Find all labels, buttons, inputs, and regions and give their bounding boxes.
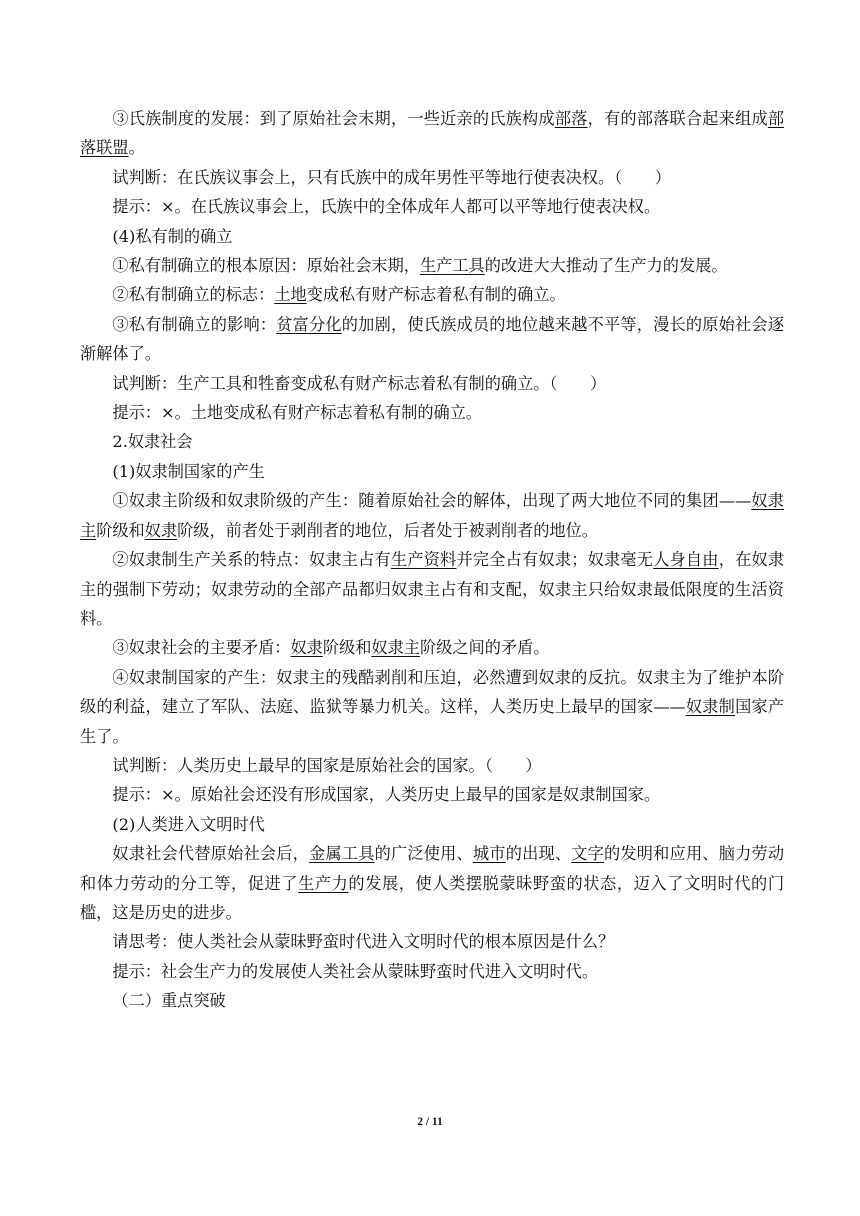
- text-run: ③氏族制度的发展：到了原始社会末期，一些近亲的氏族构成: [112, 109, 555, 128]
- text-run: 的改进大大推动了生产力的发展。: [484, 256, 728, 276]
- paragraph-private-sign: [80, 280, 784, 309]
- text-run: 试判断：人类历史上最早的国家是原始社会的国家。（: [112, 755, 493, 775]
- underlined-answer: 城市: [472, 844, 506, 864]
- text-run: 的发展，使人类摆脱蒙昧野蛮的状态，迈入了文明时代的门槛，这是历史的进步。: [80, 873, 785, 922]
- paragraph-judge-2: [80, 369, 784, 398]
- text-run: 试判断：在氏族议事会上，只有氏族中的成年男性平等地行使表决权。（: [112, 167, 623, 187]
- paragraph-slave-contradiction: [80, 633, 784, 662]
- text-run: 阶级和: [96, 520, 145, 540]
- paragraph-judge-3: [80, 751, 784, 780]
- text-run: 的出现、: [505, 844, 572, 864]
- text-run: 请思考：使人类社会从蒙昧野蛮时代进入文明时代的根本原因是什么？: [112, 932, 615, 952]
- text-run: ）: [525, 755, 542, 775]
- text-run: 试判断：生产工具和牲畜变成私有财产标志着私有制的确立。（: [112, 373, 558, 393]
- paragraph-hint-4: [80, 957, 784, 986]
- paragraph-heading-civilization: [80, 810, 784, 839]
- paragraph-private-root-cause: [80, 251, 784, 280]
- underlined-answer: 部落联盟: [80, 109, 785, 158]
- text-run: 提示：×。在氏族议事会上，氏族中的全体成年人都可以平等地行使表决权。: [112, 197, 661, 217]
- paragraph-hint-1: [80, 192, 784, 221]
- underlined-answer: 生产力: [298, 873, 349, 893]
- text-run: ②私有制确立的标志：: [112, 285, 275, 305]
- page-number: 2 / 11: [417, 1116, 443, 1128]
- paragraph-heading-private-ownership: [80, 222, 784, 251]
- text-run: 的广泛使用、: [374, 844, 473, 864]
- text-run: 。: [128, 138, 145, 158]
- text-run: ②奴隶制生产关系的特点：奴隶主占有: [112, 550, 391, 570]
- paragraph-heading-slave-state: [80, 457, 784, 486]
- underlined-answer: 文字: [571, 844, 605, 864]
- text-run: （二）重点突破: [112, 991, 226, 1011]
- text-run: 阶级和: [322, 638, 372, 658]
- text-run: (1)奴隶制国家的产生: [112, 461, 265, 481]
- underlined-answer: 奴隶主: [371, 638, 420, 658]
- text-run: ）: [589, 373, 607, 393]
- paragraph-clan-development: [80, 104, 784, 163]
- underlined-answer: 生产工具: [419, 256, 485, 276]
- text-run: 2.奴隶社会: [112, 432, 193, 452]
- underlined-answer: 生产资料: [390, 550, 457, 570]
- paragraph-slave-classes: [80, 486, 784, 545]
- text-run: 变成私有财产标志着私有制的确立。: [306, 285, 566, 305]
- underlined-answer: 奴隶: [144, 520, 178, 540]
- text-run: 的发明和应用、脑力劳动和体力劳动的分工等，促进了: [80, 844, 785, 893]
- text-run: 提示：×。土地变成私有财产标志着私有制的确立。: [112, 403, 483, 423]
- text-run: ，有的部落联合起来组成: [587, 109, 768, 128]
- text-run: ①奴隶主阶级和奴隶阶级的产生：随着原始社会的解体，出现了两大地位不同的集团——: [112, 491, 752, 511]
- underlined-answer: 部落: [554, 109, 588, 128]
- text-run: ，在奴隶主的强制下劳动；奴隶劳动的全部产品都归奴隶主占有和支配，奴隶主只给奴隶最低限度的生活资料。: [80, 550, 785, 628]
- text-run: 提示：×。原始社会还没有形成国家，人类历史上最早的国家是奴隶制国家。: [112, 785, 661, 805]
- paragraph-hint-3: [80, 780, 784, 809]
- paragraph-heading-slave-society: [80, 427, 784, 456]
- text-run: ③奴隶社会的主要矛盾：: [112, 638, 291, 658]
- text-run: (2)人类进入文明时代: [112, 814, 265, 834]
- text-run: 奴隶社会代替原始社会后，: [112, 844, 310, 864]
- text-run: 的加剧，使氏族成员的地位越来越不平等，漫长的原始社会逐渐解体了。: [80, 314, 785, 364]
- text-run: ）: [654, 167, 671, 187]
- paragraph-civilization-body: [80, 839, 784, 927]
- text-run: ①私有制确立的根本原因：原始社会末期，: [112, 256, 420, 276]
- underlined-answer: 奴隶主: [80, 491, 784, 540]
- underlined-answer: 金属工具: [309, 844, 375, 864]
- text-run: 提示：社会生产力的发展使人类社会从蒙昧野蛮时代进入文明时代。: [112, 961, 599, 981]
- paragraph-think-question: [80, 927, 784, 956]
- underlined-answer: 奴隶制: [685, 697, 736, 717]
- text-run: 阶级，前者处于剥削者的地位，后者处于被剥削者的地位。: [177, 520, 598, 540]
- paragraph-hint-2: [80, 398, 784, 427]
- text-run: 阶级之间的矛盾。: [419, 638, 550, 658]
- paragraph-private-impact: [80, 310, 784, 369]
- text-run: 国家产生了。: [80, 697, 785, 746]
- paragraph-judge-1: [80, 163, 784, 192]
- paragraph-slave-state-origin: [80, 663, 784, 751]
- underlined-answer: 奴隶: [290, 638, 323, 658]
- text-run: ④奴隶制国家的产生：奴隶主的残酷剥削和压迫，必然遭到奴隶的反抗。奴隶主为了维护本阶级的利益，建立了军队、法庭、监狱等暴力机关。这样，人类历史上最早的国家——: [80, 667, 784, 717]
- document-body: [80, 104, 784, 1016]
- underlined-answer: 贫富分化: [276, 314, 342, 334]
- paragraph-heading-key-points: [80, 986, 784, 1015]
- underlined-answer: 土地: [274, 285, 307, 305]
- underlined-answer: 人身自由: [653, 550, 719, 570]
- text-run: (4)私有制的确立: [112, 226, 233, 246]
- text-run: ③私有制确立的影响：: [112, 314, 277, 334]
- text-run: 并完全占有奴隶；奴隶毫无: [456, 550, 654, 570]
- paragraph-slave-relations: [80, 545, 784, 633]
